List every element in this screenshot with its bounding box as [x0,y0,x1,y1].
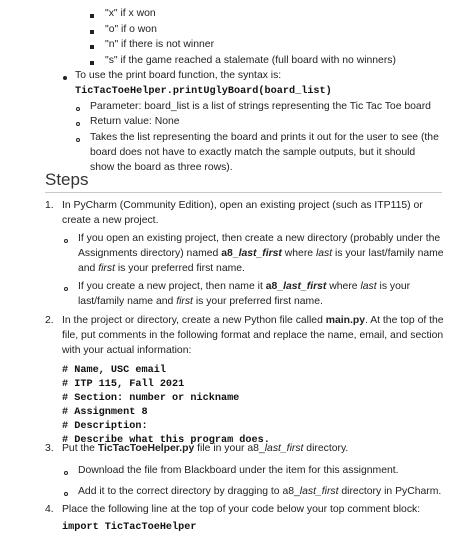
circle-bullet [76,138,80,142]
winner-code-o: "o" if o won [105,24,157,35]
print-board-intro: To use the print board function, the syntax is: [75,70,282,81]
step-4-number: 4. [45,504,54,515]
step-4-line-1: Place the following line at the top of your code below your top comment block: [62,504,421,515]
square-bullet [90,30,94,34]
step-3-number: 3. [45,443,54,454]
step-1a-line-2: Assignments directory) named a8_last_first where last is your last/family name [78,248,444,259]
circle-bullet [64,492,68,496]
heading-divider [45,192,442,193]
step-1a-line-1: If you open an existing project, then create a new directory (probably under the [78,233,441,244]
code-line: # Description: [62,421,148,432]
code-line: # Describe what this program does. [62,435,270,446]
steps-heading: Steps [45,170,89,189]
code-line: import TicTacToeHelper [62,522,197,533]
step-1-line-2: create a new project. [62,215,159,226]
circle-bullet [64,287,68,291]
step-1-number: 1. [45,200,54,211]
code-line: # Assignment 8 [62,407,148,418]
print-board-return: Return value: None [90,116,180,127]
circle-bullet [76,122,80,126]
step-1b-line-2: last/family name and first is your preferred first name. [78,296,323,307]
print-board-desc-1: Takes the list representing the board and prints it out for the user to see (the [90,132,439,143]
square-bullet [90,61,94,65]
winner-code-x: "x" if x won [105,8,156,19]
square-bullet [90,45,94,49]
step-3a-line: Download the file from Blackboard under the item for this assignment. [78,465,399,476]
step-1a-line-3: and first is your preferred first name. [78,263,245,274]
step-1-line-1: In PyCharm (Community Edition), open an existing project (such as ITP115) or [62,200,423,211]
winner-code-n: "n" if there is not winner [105,39,215,50]
step-2-line-2: file, put comments in the following format and replace the name, email, and section [62,330,444,341]
circle-bullet [64,239,68,243]
round-bullet [63,76,67,80]
step-1b-line-1: If you create a new project, then name it a8_last_first where last is your [78,281,411,292]
step-2-line-3: with your actual information: [62,345,192,356]
step-3b-line: Add it to the correct directory by dragging to a8_last_first directory in PyCharm. [78,486,442,497]
print-board-desc-3: show the board as three rows). [90,162,233,173]
code-line: # ITP 115, Fall 2021 [62,379,185,390]
step-2-line-1: In the project or directory, create a new Python file called main.py. At the top of the [62,315,444,326]
winner-code-s: "s" if the game reached a stalemate (full board with no winners) [105,55,396,66]
circle-bullet [76,107,80,111]
code-line: # Name, USC email [62,365,166,376]
step-2-number: 2. [45,315,54,326]
print-board-param: Parameter: board_list is a list of strings representing the Tic Tac Toe board [90,101,431,112]
square-bullet [90,14,94,18]
print-board-syntax: TicTacToeHelper.printUglyBoard(board_list) [75,86,332,97]
code-line: # Section: number or nickname [62,393,240,404]
step-3-line-1: Put the TicTacToeHelper.py file in your a8_last_first directory. [62,443,349,454]
print-board-desc-2: board does not have to exactly match the sample outputs, but it should [90,147,416,158]
circle-bullet [64,471,68,475]
